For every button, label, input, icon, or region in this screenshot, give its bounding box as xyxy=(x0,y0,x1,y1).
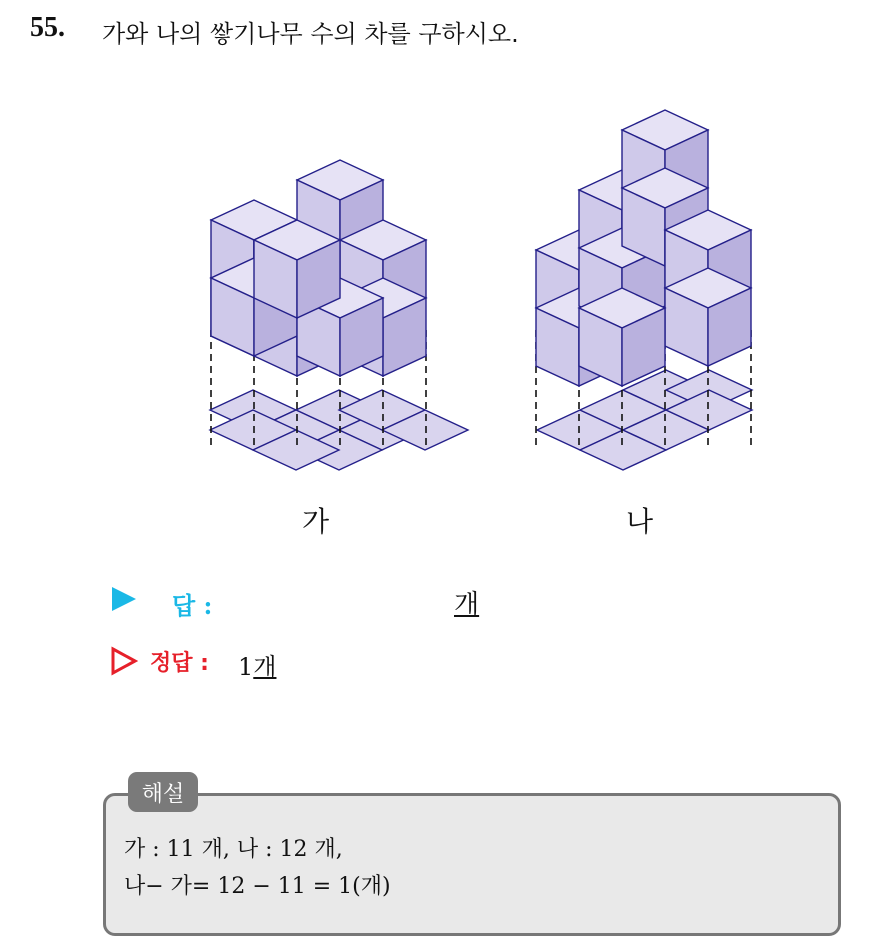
correct-label: 정답 : xyxy=(150,651,209,676)
figure-label-ga: 가 xyxy=(302,505,330,538)
correct-answer xyxy=(238,647,276,682)
block-figures xyxy=(200,100,780,480)
answer-label: 답 : xyxy=(172,591,213,620)
figure-label-na: 나 xyxy=(626,505,654,538)
explanation-tab: 해설 xyxy=(128,772,198,812)
correct-value: 1 xyxy=(238,653,254,681)
correct-unit: 개 xyxy=(253,653,277,681)
explanation-line-1: 가 : 11 개, 나 : 12 개, xyxy=(124,837,343,862)
question-text: 가와 나의 쌓기나무 수의 차를 구하시오. xyxy=(102,20,519,48)
explanation-box xyxy=(103,793,841,936)
answer-unit: 개 xyxy=(454,590,480,620)
correct-arrow-icon xyxy=(110,646,138,676)
question-number: 55. xyxy=(30,12,65,43)
answer-arrow-icon xyxy=(110,584,138,614)
explanation-line-2: 나− 가= 12 − 11 = 1(개) xyxy=(124,874,391,899)
